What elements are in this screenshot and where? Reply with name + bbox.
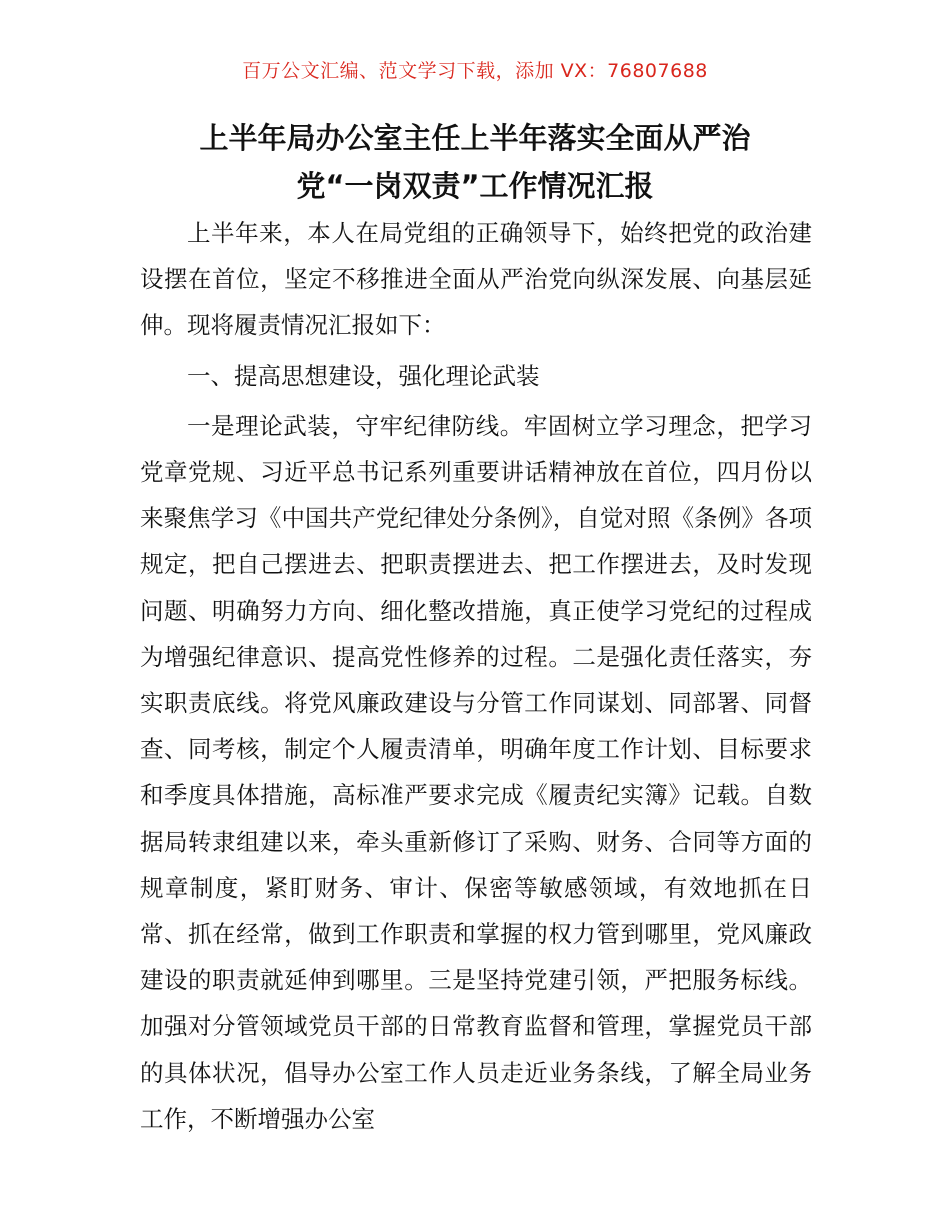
- header-banner: 百万公文汇编、范文学习下载，添加 VX：76807688: [242, 60, 708, 82]
- section-heading: 一、提高思想建设，强化理论武装: [187, 361, 540, 390]
- intro-paragraph: 上半年来，本人在局党组的正确领导下，始终把党的政治建设摆在首位，坚定不移推进全面从严治党向纵深发展、向基层延伸。现将履责情况汇报如下：: [140, 219, 812, 340]
- document-title: [140, 114, 810, 210]
- document-body: [140, 210, 812, 1142]
- title-line-2: 党“一岗双责”工作情况汇报: [296, 169, 654, 203]
- title-line-1: 上半年局办公室主任上半年落实全面从严治: [199, 121, 751, 155]
- section-paragraph: 一是理论武装，守牢纪律防线。牢固树立学习理念，把学习党章党规、习近平总书记系列重要讲话精神放在首位，四月份以来聚焦学习《中国共产党纪律处分条例》，自觉对照《条例》各项规定，把自己摆进去、把职责摆进去、把工作摆进去，及时发现问题、明确努力方向、细化整改措施，真正使学习党纪的过程成为增强纪律意识、提高党性修养的过程。二是强化责任落实，夯实职责底线。将党风廉政建设与分管工作同谋划、同部署、同督查、同考核，制定个人履责清单，明确年度工作计划、目标要求和季度具体措施，高标准严要求完成《履责纪实簿》记载。自数据局转隶组建以来，牵头重新修订了采购、财务、合同等方面的规章制度，紧盯财务、审计、保密等敏感领域，有效地抓在日常、抓在经常，做到工作职责和掌握的权力管到哪里，党风廉政建设的职责就延伸到哪里。三是坚持党建引领，严把服务标线。加强对分管领域党员干部的日常教育监督和管理，掌握党员干部的具体状况，倡导办公室工作人员走近业务条线，了解全局业务工作，不断增强办公室: [140, 411, 812, 1133]
